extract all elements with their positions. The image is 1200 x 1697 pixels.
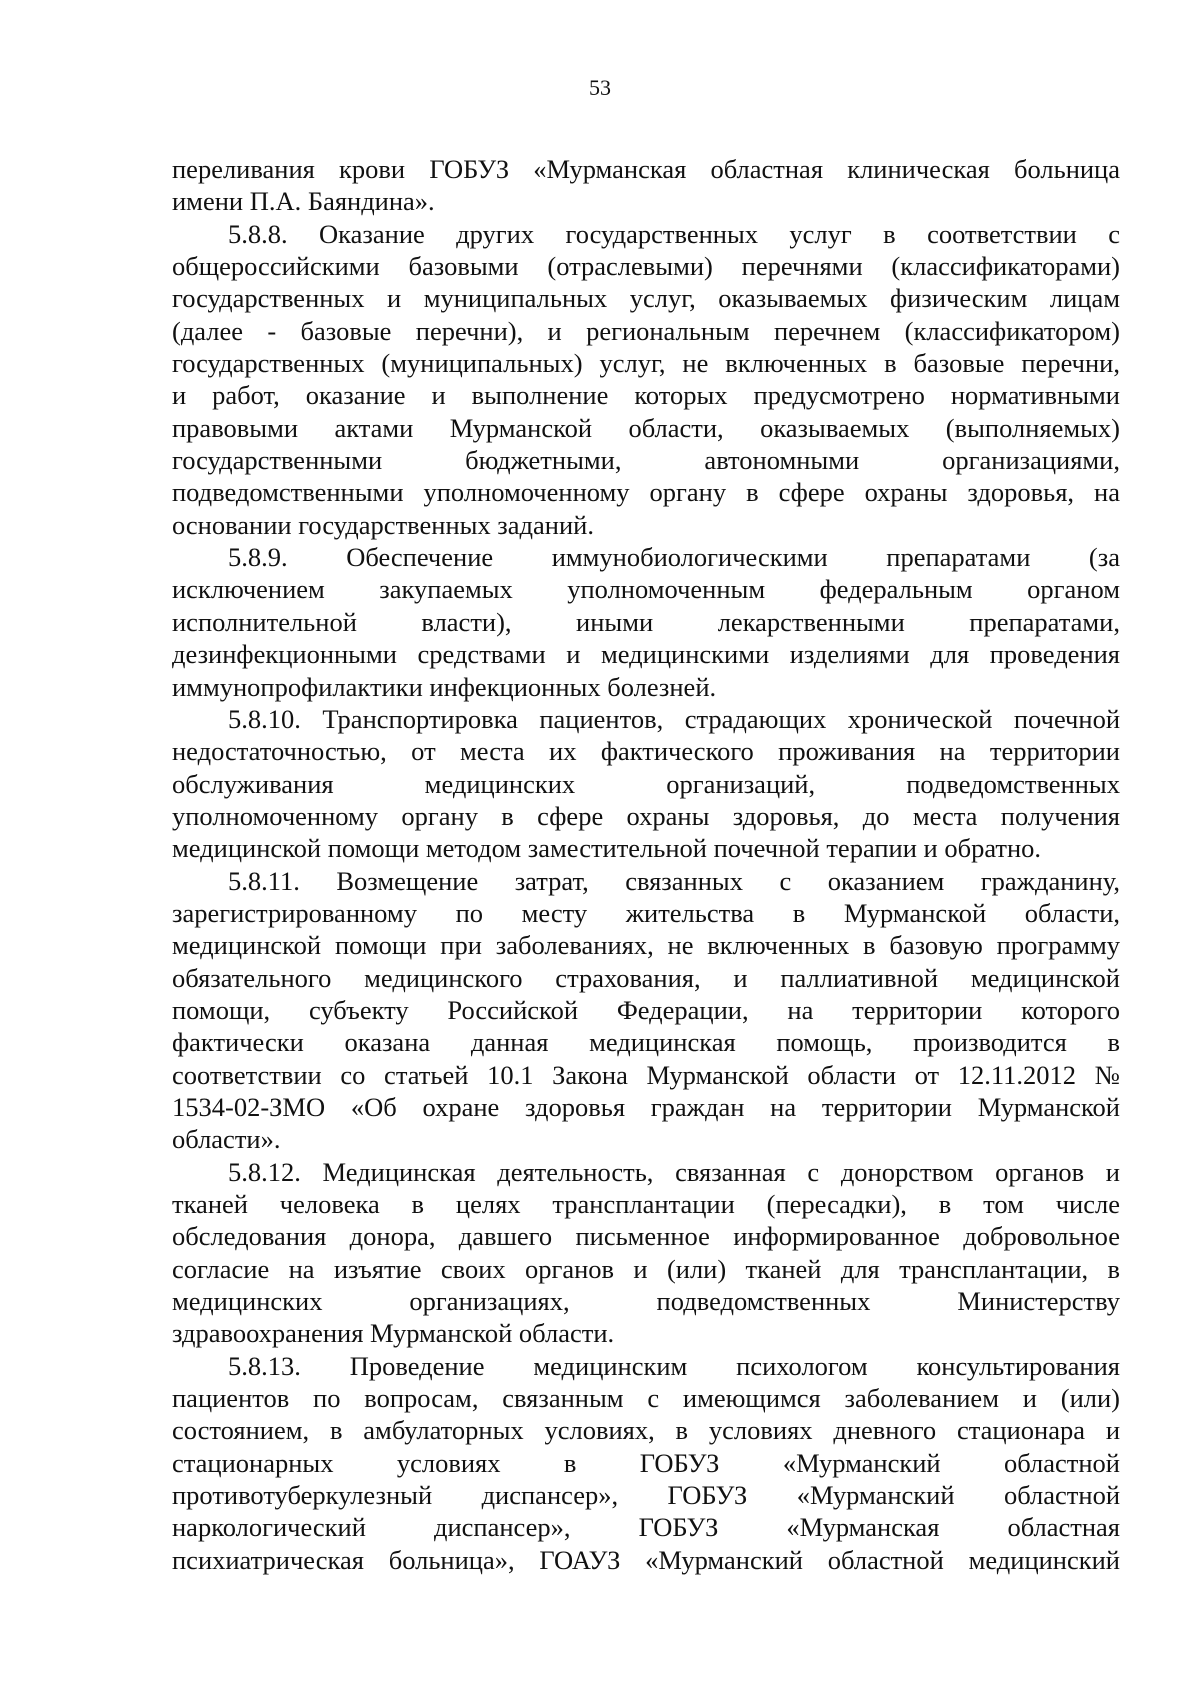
- text-line: области».: [172, 1124, 281, 1155]
- text-line: наркологический диспансер», ГОБУЗ «Мурманская областная: [172, 1512, 1120, 1543]
- text-line: тканей человека в целях трансплантации (пересадки), в том числе: [172, 1189, 1120, 1219]
- text-line: имени П.А. Баяндина».: [172, 186, 435, 217]
- text-line: состоянием, в амбулаторных условиях, в условиях дневного стационара и: [172, 1415, 1120, 1446]
- text-line: обслуживания медицинских организаций, подведомственных: [172, 768, 1120, 799]
- text-line: противотуберкулезный диспансер», ГОБУЗ «Мурманский областной: [172, 1480, 1120, 1511]
- text-line: 1534-02-ЗМО «Об охране здоровья граждан на территории Мурманской: [172, 1091, 1120, 1122]
- text-line: уполномоченному органу в сфере охраны здоровья, до места получения: [172, 800, 1120, 831]
- text-line: дезинфекционными средствами и медицинскими изделиями для проведения: [172, 639, 1120, 670]
- text-line: государственными бюджетными, автономными организациями,: [172, 445, 1120, 476]
- paragraph-continuation: [172, 153, 1120, 218]
- text-line: исполнительной власти), иными лекарственными препаратами,: [172, 606, 1120, 637]
- text-line: подведомственными уполномоченному органу в сфере охраны здоровья, на: [172, 477, 1120, 508]
- text-line: правовыми актами Мурманской области, оказываемых (выполняемых): [172, 412, 1120, 443]
- text-line: стационарных условиях в ГОБУЗ «Мурманский областной: [172, 1447, 1120, 1478]
- text-line: недостаточностью, от места их фактического проживания на территории: [172, 736, 1120, 767]
- text-line: помощи, субъекту Российской Федерации, на территории которого: [172, 994, 1120, 1025]
- text-line: пациентов по вопросам, связанным с имеющимся заболеванием и (или): [172, 1383, 1120, 1414]
- text-line: иммунопрофилактики инфекционных болезней.: [172, 671, 717, 702]
- paragraph-5-8-9: [172, 541, 1120, 703]
- text-line: медицинской помощи при заболеваниях, не включенных в базовую программу: [172, 930, 1120, 961]
- text-line: психиатрическая больница», ГОАУЗ «Мурманский областной медицинский: [172, 1544, 1120, 1575]
- text-line: 5.8.11. Возмещение затрат, связанных с оказанием гражданину,: [228, 865, 1120, 896]
- text-line: фактически оказана данная медицинская помощь, производится в: [172, 1027, 1120, 1058]
- page-number: 53: [589, 75, 611, 100]
- text-line: (далее - базовые перечни), и региональным перечнем (классификатором): [172, 315, 1120, 346]
- text-line: исключением закупаемых уполномоченным федеральным органом: [172, 574, 1120, 605]
- text-line: государственных (муниципальных) услуг, не включенных в базовые перечни,: [172, 348, 1120, 379]
- text-line: зарегистрированному по месту жительства в Мурманской области,: [172, 897, 1120, 928]
- text-line: согласие на изъятие своих органов и (или) тканей для трансплантации, в: [172, 1253, 1120, 1284]
- text-line: и работ, оказание и выполнение которых предусмотрено нормативными: [172, 380, 1120, 411]
- text-line: здравоохранения Мурманской области.: [172, 1318, 615, 1349]
- text-line: общероссийскими базовыми (отраслевыми) перечнями (классификаторами): [172, 251, 1120, 282]
- paragraph-5-8-10: [172, 703, 1120, 865]
- text-line: государственных и муниципальных услуг, оказываемых физическим лицам: [172, 283, 1120, 314]
- text-line: соответствии со статьей 10.1 Закона Мурманской области от 12.11.2012 №: [172, 1059, 1120, 1090]
- text-line: медицинских организациях, подведомственных Министерству: [172, 1286, 1120, 1317]
- document-body: [172, 153, 1120, 1576]
- text-line: обследования донора, давшего письменное информированное добровольное: [172, 1221, 1120, 1252]
- paragraph-5-8-12: [172, 1156, 1120, 1350]
- text-line: 5.8.13. Проведение медицинским психологом консультирования: [228, 1350, 1120, 1381]
- text-line: 5.8.8. Оказание других государственных услуг в соответствии с: [228, 218, 1120, 249]
- text-line: обязательного медицинского страхования, и паллиативной медицинской: [172, 962, 1120, 993]
- paragraph-5-8-11: [172, 865, 1120, 1156]
- paragraph-5-8-13: [172, 1350, 1120, 1576]
- text-line: медицинской помощи методом заместительной почечной терапии и обратно.: [172, 833, 1042, 864]
- text-line: 5.8.9. Обеспечение иммунобиологическими препаратами (за: [228, 542, 1120, 573]
- text-line: 5.8.10. Транспортировка пациентов, страдающих хронической почечной: [228, 703, 1120, 734]
- text-line: основании государственных заданий.: [172, 509, 594, 540]
- text-line: переливания крови ГОБУЗ «Мурманская областная клиническая больница: [172, 154, 1120, 184]
- text-line: 5.8.12. Медицинская деятельность, связанная с донорством органов и: [228, 1156, 1120, 1187]
- paragraph-5-8-8: [172, 218, 1120, 541]
